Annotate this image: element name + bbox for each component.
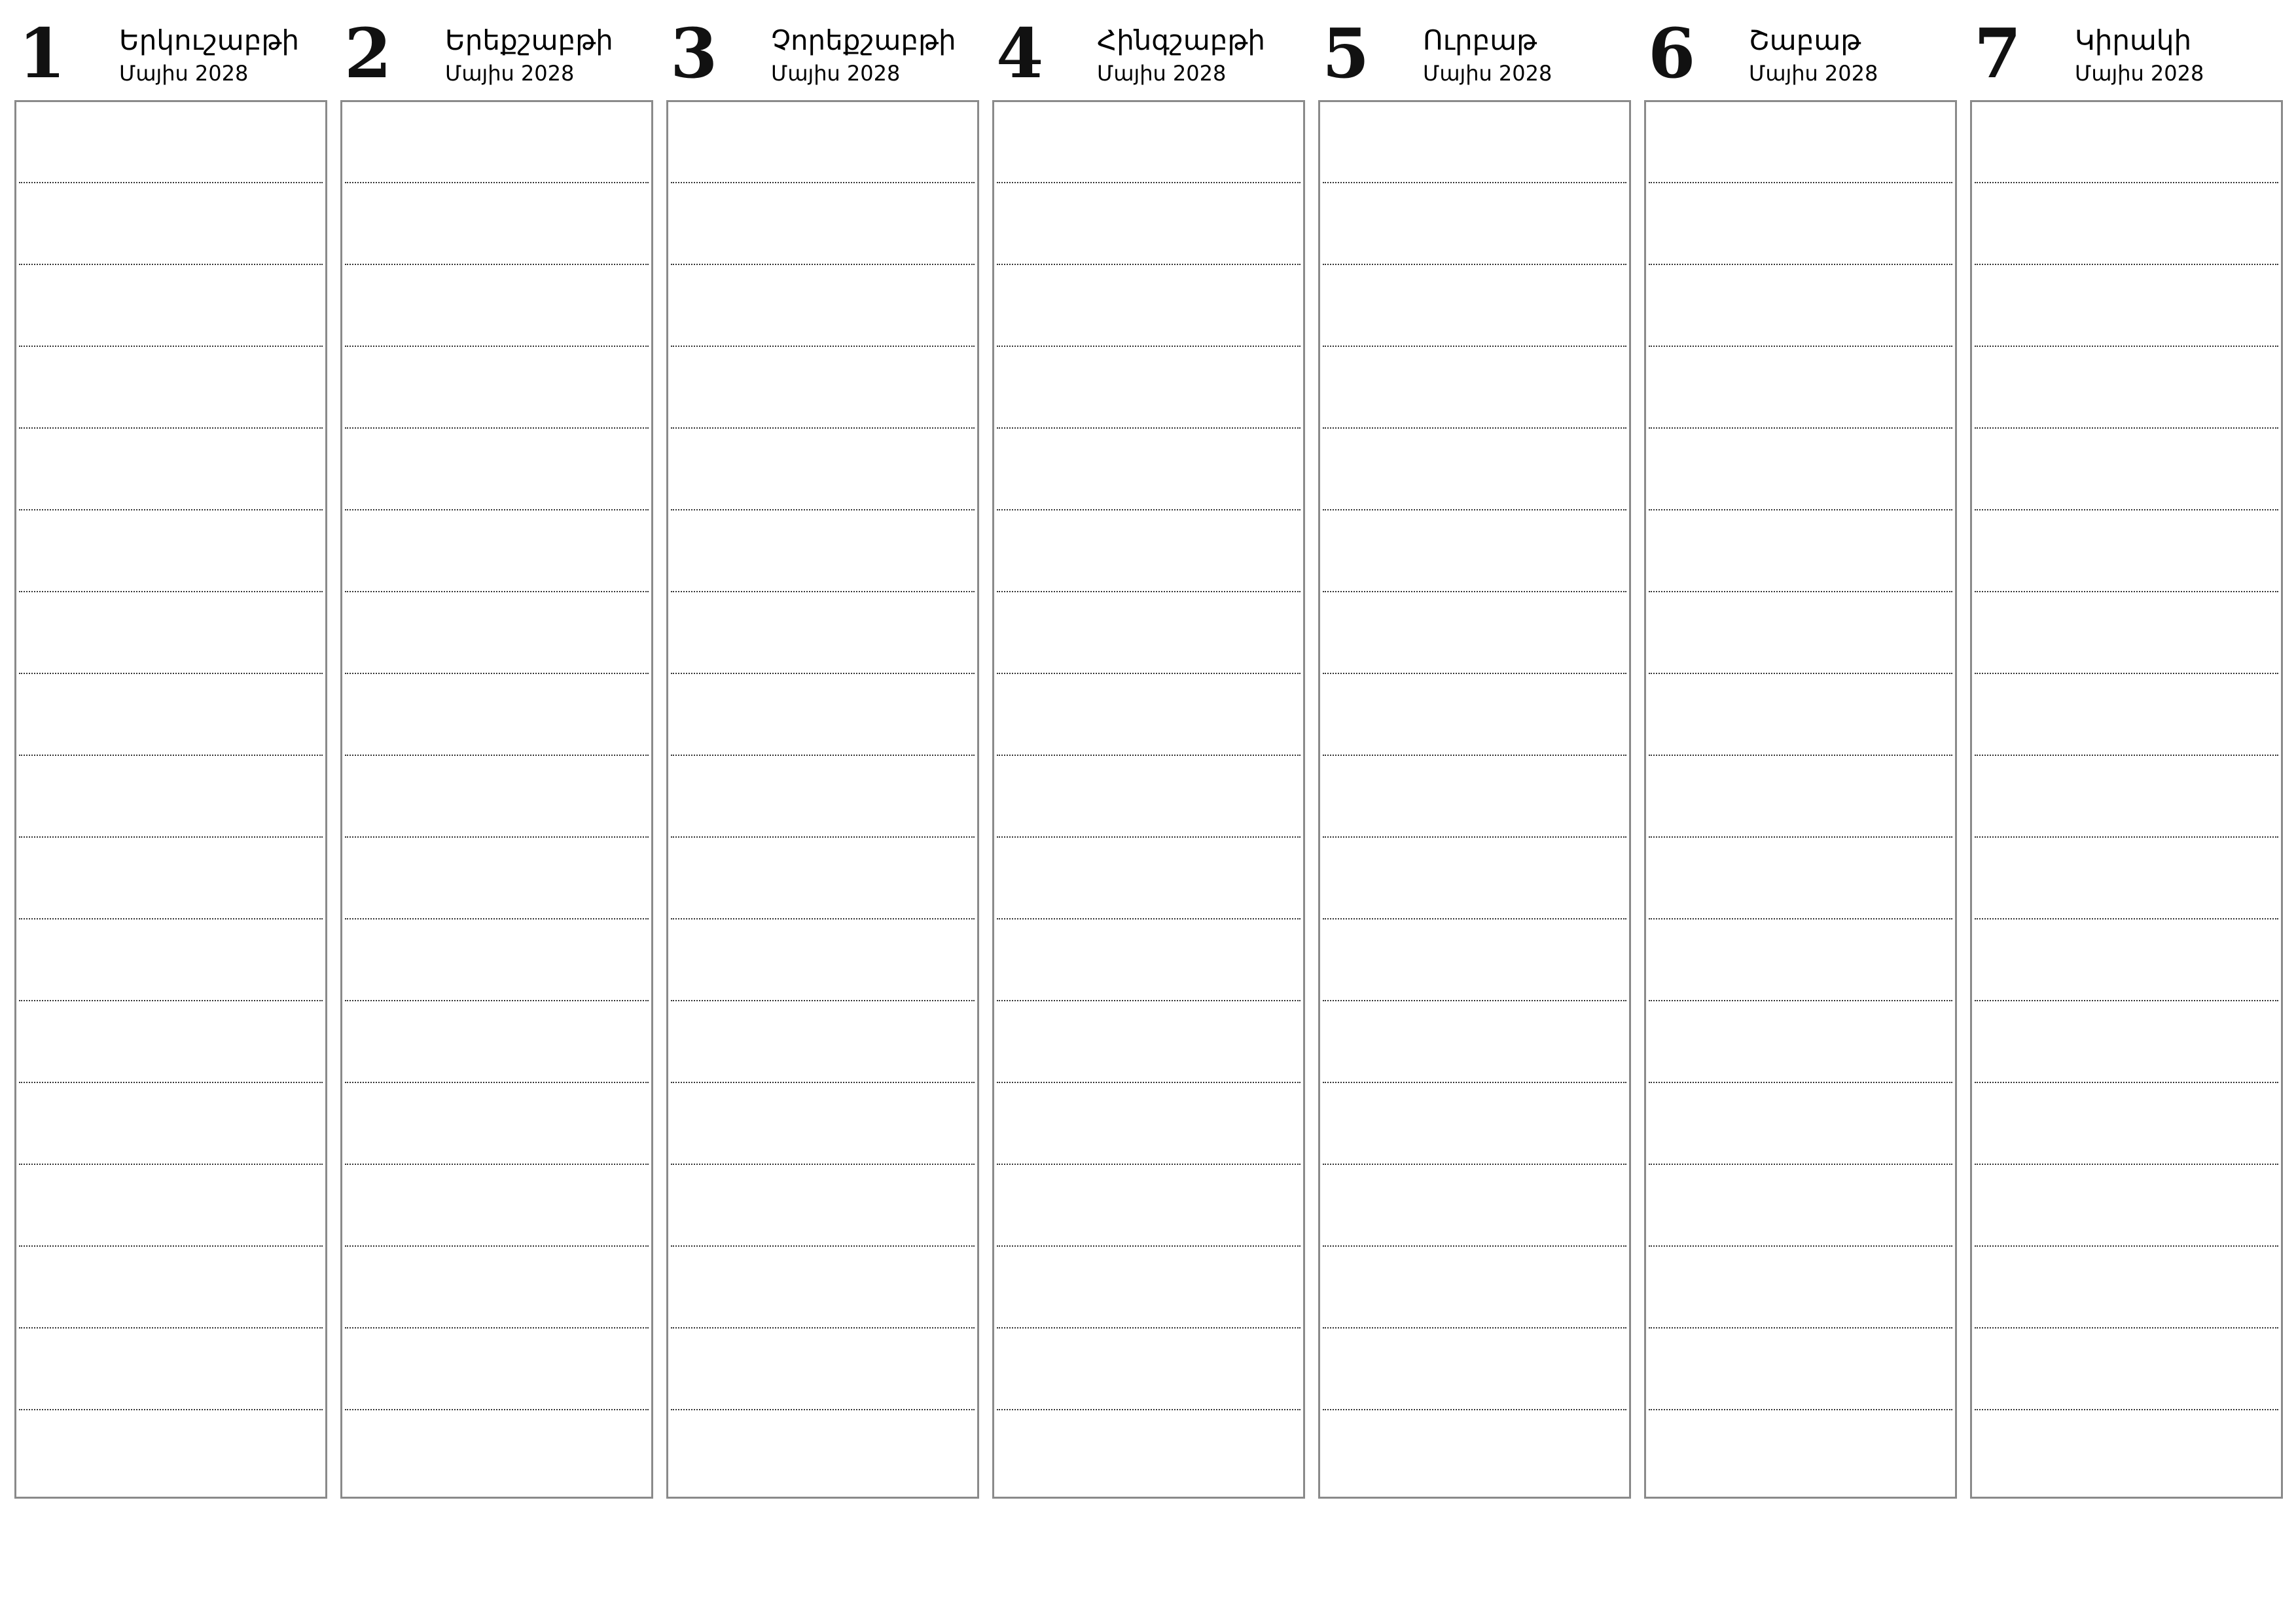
note-line [1975, 427, 2278, 429]
day-month: Մայիս 2028 [1097, 61, 1227, 86]
day-name: Ուրբաթ [1423, 24, 1537, 56]
day-number: 7 [1974, 13, 2022, 94]
note-line [1323, 1409, 1626, 1410]
note-line [1649, 673, 1952, 674]
note-line [997, 427, 1300, 429]
note-line [19, 1164, 323, 1165]
note-line [1649, 1245, 1952, 1247]
note-line [997, 1000, 1300, 1001]
note-line [997, 1245, 1300, 1247]
note-line [345, 182, 649, 183]
note-line [19, 264, 323, 265]
note-line [671, 509, 975, 510]
note-line [1975, 918, 2278, 919]
note-line [1975, 1327, 2278, 1329]
note-line [671, 836, 975, 838]
note-line [19, 836, 323, 838]
note-line [1975, 1000, 2278, 1001]
day-number: 5 [1322, 13, 1370, 94]
day-month: Մայիս 2028 [1749, 61, 1878, 86]
day-notes-box[interactable] [340, 100, 653, 1499]
note-line [671, 427, 975, 429]
day-name: Երկուշաբթի [119, 24, 299, 56]
note-line [345, 1000, 649, 1001]
day-notes-box[interactable] [666, 100, 979, 1499]
note-line [1975, 182, 2278, 183]
note-line [671, 1164, 975, 1165]
note-line [345, 427, 649, 429]
note-line [1649, 182, 1952, 183]
note-line [1649, 1000, 1952, 1001]
day-header [992, 0, 1305, 100]
note-line [1975, 1409, 2278, 1410]
day-month: Մայիս 2028 [445, 61, 575, 86]
note-line [997, 918, 1300, 919]
note-line [1323, 836, 1626, 838]
note-line [1323, 509, 1626, 510]
note-line [345, 346, 649, 347]
note-line [1323, 1000, 1626, 1001]
weekly-planner [14, 0, 2283, 1499]
note-line [671, 918, 975, 919]
note-line [345, 1082, 649, 1083]
note-line [671, 591, 975, 592]
note-line [345, 755, 649, 756]
note-line [1649, 591, 1952, 592]
note-line [345, 591, 649, 592]
note-line [19, 755, 323, 756]
note-line [1975, 755, 2278, 756]
note-line [345, 1327, 649, 1329]
day-month: Մայիս 2028 [119, 61, 249, 86]
day-number: 1 [18, 13, 66, 94]
note-line [1649, 1082, 1952, 1083]
day-column-4 [992, 0, 1305, 1499]
day-name: Հինգշաբթի [1097, 24, 1266, 56]
note-line [345, 1245, 649, 1247]
note-line [19, 591, 323, 592]
day-notes-box[interactable] [1970, 100, 2283, 1499]
day-number: 6 [1648, 13, 1696, 94]
day-header [340, 0, 653, 100]
note-line [997, 1327, 1300, 1329]
note-line [1323, 1164, 1626, 1165]
day-notes-box[interactable] [992, 100, 1305, 1499]
day-column-1 [14, 0, 327, 1499]
note-line [997, 1164, 1300, 1165]
note-line [345, 673, 649, 674]
note-line [997, 755, 1300, 756]
note-line [997, 182, 1300, 183]
day-number: 3 [670, 13, 718, 94]
note-line [19, 346, 323, 347]
note-line [345, 918, 649, 919]
note-line [345, 509, 649, 510]
note-line [19, 1000, 323, 1001]
note-line [997, 1409, 1300, 1410]
note-line [1975, 836, 2278, 838]
note-line [19, 673, 323, 674]
note-line [997, 836, 1300, 838]
note-line [1323, 755, 1626, 756]
day-notes-box[interactable] [14, 100, 327, 1499]
note-line [1323, 918, 1626, 919]
note-line [1323, 1245, 1626, 1247]
note-line [1649, 1409, 1952, 1410]
note-line [1649, 1327, 1952, 1329]
note-line [671, 1245, 975, 1247]
note-line [1649, 346, 1952, 347]
day-number: 4 [996, 13, 1044, 94]
note-line [1649, 918, 1952, 919]
day-name: Երեքշաբթի [445, 24, 613, 56]
note-line [345, 1164, 649, 1165]
note-line [671, 1327, 975, 1329]
note-line [1975, 346, 2278, 347]
day-column-5 [1318, 0, 1631, 1499]
day-name: Կիրակի [2075, 24, 2192, 56]
note-line [671, 182, 975, 183]
note-line [671, 1409, 975, 1410]
note-line [1975, 1245, 2278, 1247]
note-line [19, 182, 323, 183]
day-name: Չորեքշաբթի [771, 24, 956, 56]
day-header [14, 0, 327, 100]
note-line [1323, 264, 1626, 265]
note-line [1975, 1082, 2278, 1083]
day-notes-box[interactable] [1318, 100, 1631, 1499]
day-name: Շաբաթ [1749, 24, 1861, 56]
note-line [671, 346, 975, 347]
note-line [671, 264, 975, 265]
note-line [19, 1327, 323, 1329]
day-header [1318, 0, 1631, 100]
note-line [1975, 591, 2278, 592]
note-line [671, 673, 975, 674]
note-line [19, 1409, 323, 1410]
note-line [1323, 1082, 1626, 1083]
note-line [1323, 346, 1626, 347]
note-line [345, 264, 649, 265]
day-month: Մայիս 2028 [1423, 61, 1552, 86]
note-line [1649, 509, 1952, 510]
note-line [671, 1082, 975, 1083]
note-line [1649, 755, 1952, 756]
note-line [1649, 427, 1952, 429]
note-line [1975, 509, 2278, 510]
note-line [1649, 1164, 1952, 1165]
note-line [19, 1245, 323, 1247]
day-month: Մայիս 2028 [771, 61, 901, 86]
note-line [19, 1082, 323, 1083]
note-line [997, 264, 1300, 265]
day-column-3 [666, 0, 979, 1499]
note-line [997, 346, 1300, 347]
day-column-2 [340, 0, 653, 1499]
note-line [997, 509, 1300, 510]
note-line [1323, 591, 1626, 592]
note-line [1323, 673, 1626, 674]
note-line [19, 427, 323, 429]
note-line [19, 509, 323, 510]
note-line [1649, 264, 1952, 265]
note-line [997, 591, 1300, 592]
note-line [1975, 264, 2278, 265]
note-line [1323, 182, 1626, 183]
day-column-6 [1644, 0, 1957, 1499]
note-line [1649, 836, 1952, 838]
note-line [1323, 427, 1626, 429]
note-line [671, 755, 975, 756]
note-line [997, 1082, 1300, 1083]
note-line [671, 1000, 975, 1001]
note-line [345, 836, 649, 838]
note-line [1975, 673, 2278, 674]
day-notes-box[interactable] [1644, 100, 1957, 1499]
day-header [666, 0, 979, 100]
note-line [1975, 1164, 2278, 1165]
day-header [1644, 0, 1957, 100]
note-line [997, 673, 1300, 674]
day-header [1970, 0, 2283, 100]
day-month: Մայիս 2028 [2075, 61, 2204, 86]
note-line [19, 918, 323, 919]
note-line [1323, 1327, 1626, 1329]
day-number: 2 [344, 13, 392, 94]
day-column-7 [1970, 0, 2283, 1499]
note-line [345, 1409, 649, 1410]
